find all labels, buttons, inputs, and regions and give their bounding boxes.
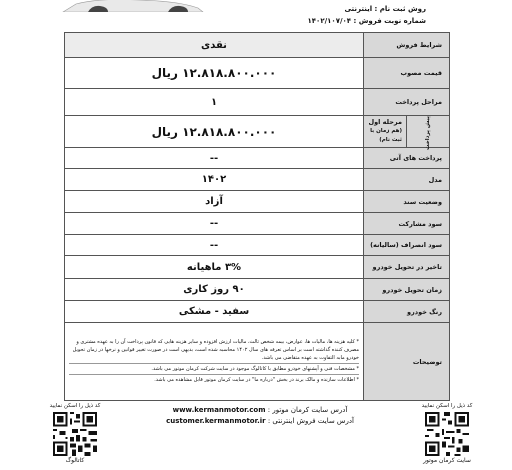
- model-value: ۱۴۰۲: [65, 169, 364, 191]
- cancellation-profit-value: --: [65, 235, 364, 256]
- delivery-time-value: ۹۰ روز کاری: [65, 279, 364, 301]
- main-site-url[interactable]: www.kermanmotor.com: [172, 406, 266, 414]
- price-value: ۱۲.۸۱۸.۸۰۰.۰۰۰ ریال: [65, 58, 364, 89]
- partnership-profit-label: سود مشارکت: [364, 213, 450, 235]
- table-row: [65, 148, 450, 169]
- table-row: [65, 89, 450, 116]
- catalog-label: کاتالوگ: [65, 457, 85, 464]
- delivery-delay-value: ۳% ماهیانه: [65, 256, 364, 279]
- table-row: [65, 33, 450, 58]
- conditions-label: شرایط فروش: [364, 33, 450, 58]
- car-color-value: سفید - مشکی: [65, 301, 364, 323]
- registration-method: روش ثبت نام : اینترنتی: [344, 5, 426, 13]
- footer: [0, 402, 512, 470]
- note-taxes: * کلیه هزینه ها، مالیات ها، عوارض، بیمه شخص ثالث، مالیات ارزش افزوده و سایر هزینه هایی که قانون پرداخت آن را به عهده مشتری و مصرف کننده گذاشته است بر اساس تعرفه های سال ۱۴۰۲ محاسبه شده است، بدیهی است در صورت تغییر قوانین و نرخها در زمان تحویل خودرو مابه التفاوت به عهده متقاضی می باشد.: [69, 338, 359, 364]
- notes-cell: [65, 323, 364, 401]
- conditions-value: نقدی: [65, 33, 364, 58]
- note-specs: * مشخصات فنی و آپشنهای خودرو مطابق با کاتالوگ موجود در سایت شرکت کرمان موتور می باشد.: [69, 365, 359, 375]
- table-row: [65, 279, 450, 301]
- scan-caption: کد ذیل را اسکن نمایید: [49, 403, 101, 409]
- sales-site-url[interactable]: customer.kermanmotor.ir: [166, 417, 266, 425]
- prepayment-label: پیش پرداخت: [407, 116, 450, 148]
- table-row: [65, 301, 450, 323]
- table-row: [65, 58, 450, 89]
- main-site-line: [150, 405, 370, 416]
- delivery-time-label: زمان تحویل خودرو: [364, 279, 450, 301]
- document-status-value: آزاد: [65, 191, 364, 213]
- site-qr-code-icon[interactable]: [425, 412, 469, 456]
- car-image: [58, 0, 208, 12]
- table-row: [65, 116, 450, 148]
- first-stage-value: ۱۲.۸۱۸.۸۰۰.۰۰۰ ریال: [65, 116, 364, 148]
- table-row: [65, 323, 450, 401]
- first-stage-label: مرحله اول (هم زمان با ثبت نام): [364, 116, 407, 148]
- car-color-label: رنگ خودرو: [364, 301, 450, 323]
- sales-site-label: آدرس سایت فروش اینترنتی :: [267, 417, 354, 425]
- price-label: قیمت مصوب: [364, 58, 450, 89]
- cancellation-profit-label: سود انصراف (سالیانه): [364, 235, 450, 256]
- notes-label: توضیحات: [364, 323, 450, 401]
- sales-conditions-table: [64, 32, 450, 401]
- partnership-profit-value: --: [65, 213, 364, 235]
- site-qr-block: [397, 402, 497, 464]
- address-block: [150, 405, 370, 427]
- payment-stages-value: ۱: [65, 89, 364, 116]
- future-payments-value: --: [65, 148, 364, 169]
- note-about: * اطلاعات سازنده و مالک برند در بخش "درباره ما" در سایت کرمان موتور قابل مشاهده می باشد.: [154, 377, 359, 383]
- sales-site-line: [150, 416, 370, 427]
- catalog-qr-code-icon[interactable]: [53, 412, 97, 456]
- document-status-label: وضعیت سند: [364, 191, 450, 213]
- payment-stages-label: مراحل پرداخت: [364, 89, 450, 116]
- site-label: سایت کرمان موتور: [423, 457, 471, 464]
- table-row: [65, 213, 450, 235]
- scan-caption: کد ذیل را اسکن نمایید: [421, 403, 473, 409]
- sale-turn-number: شماره نوبت فروش : ۱۴۰۲/۱۰۷/۰۴: [307, 17, 426, 25]
- catalog-qr-block: [25, 402, 125, 464]
- table-row: [65, 191, 450, 213]
- table-row: [65, 169, 450, 191]
- table-row: [65, 235, 450, 256]
- model-label: مدل: [364, 169, 450, 191]
- future-payments-label: پرداخت های آتی: [364, 148, 450, 169]
- main-site-label: آدرس سایت کرمان موتور :: [267, 406, 348, 414]
- delivery-delay-label: تاخیر در تحویل خودرو: [364, 256, 450, 279]
- table-row: [65, 256, 450, 279]
